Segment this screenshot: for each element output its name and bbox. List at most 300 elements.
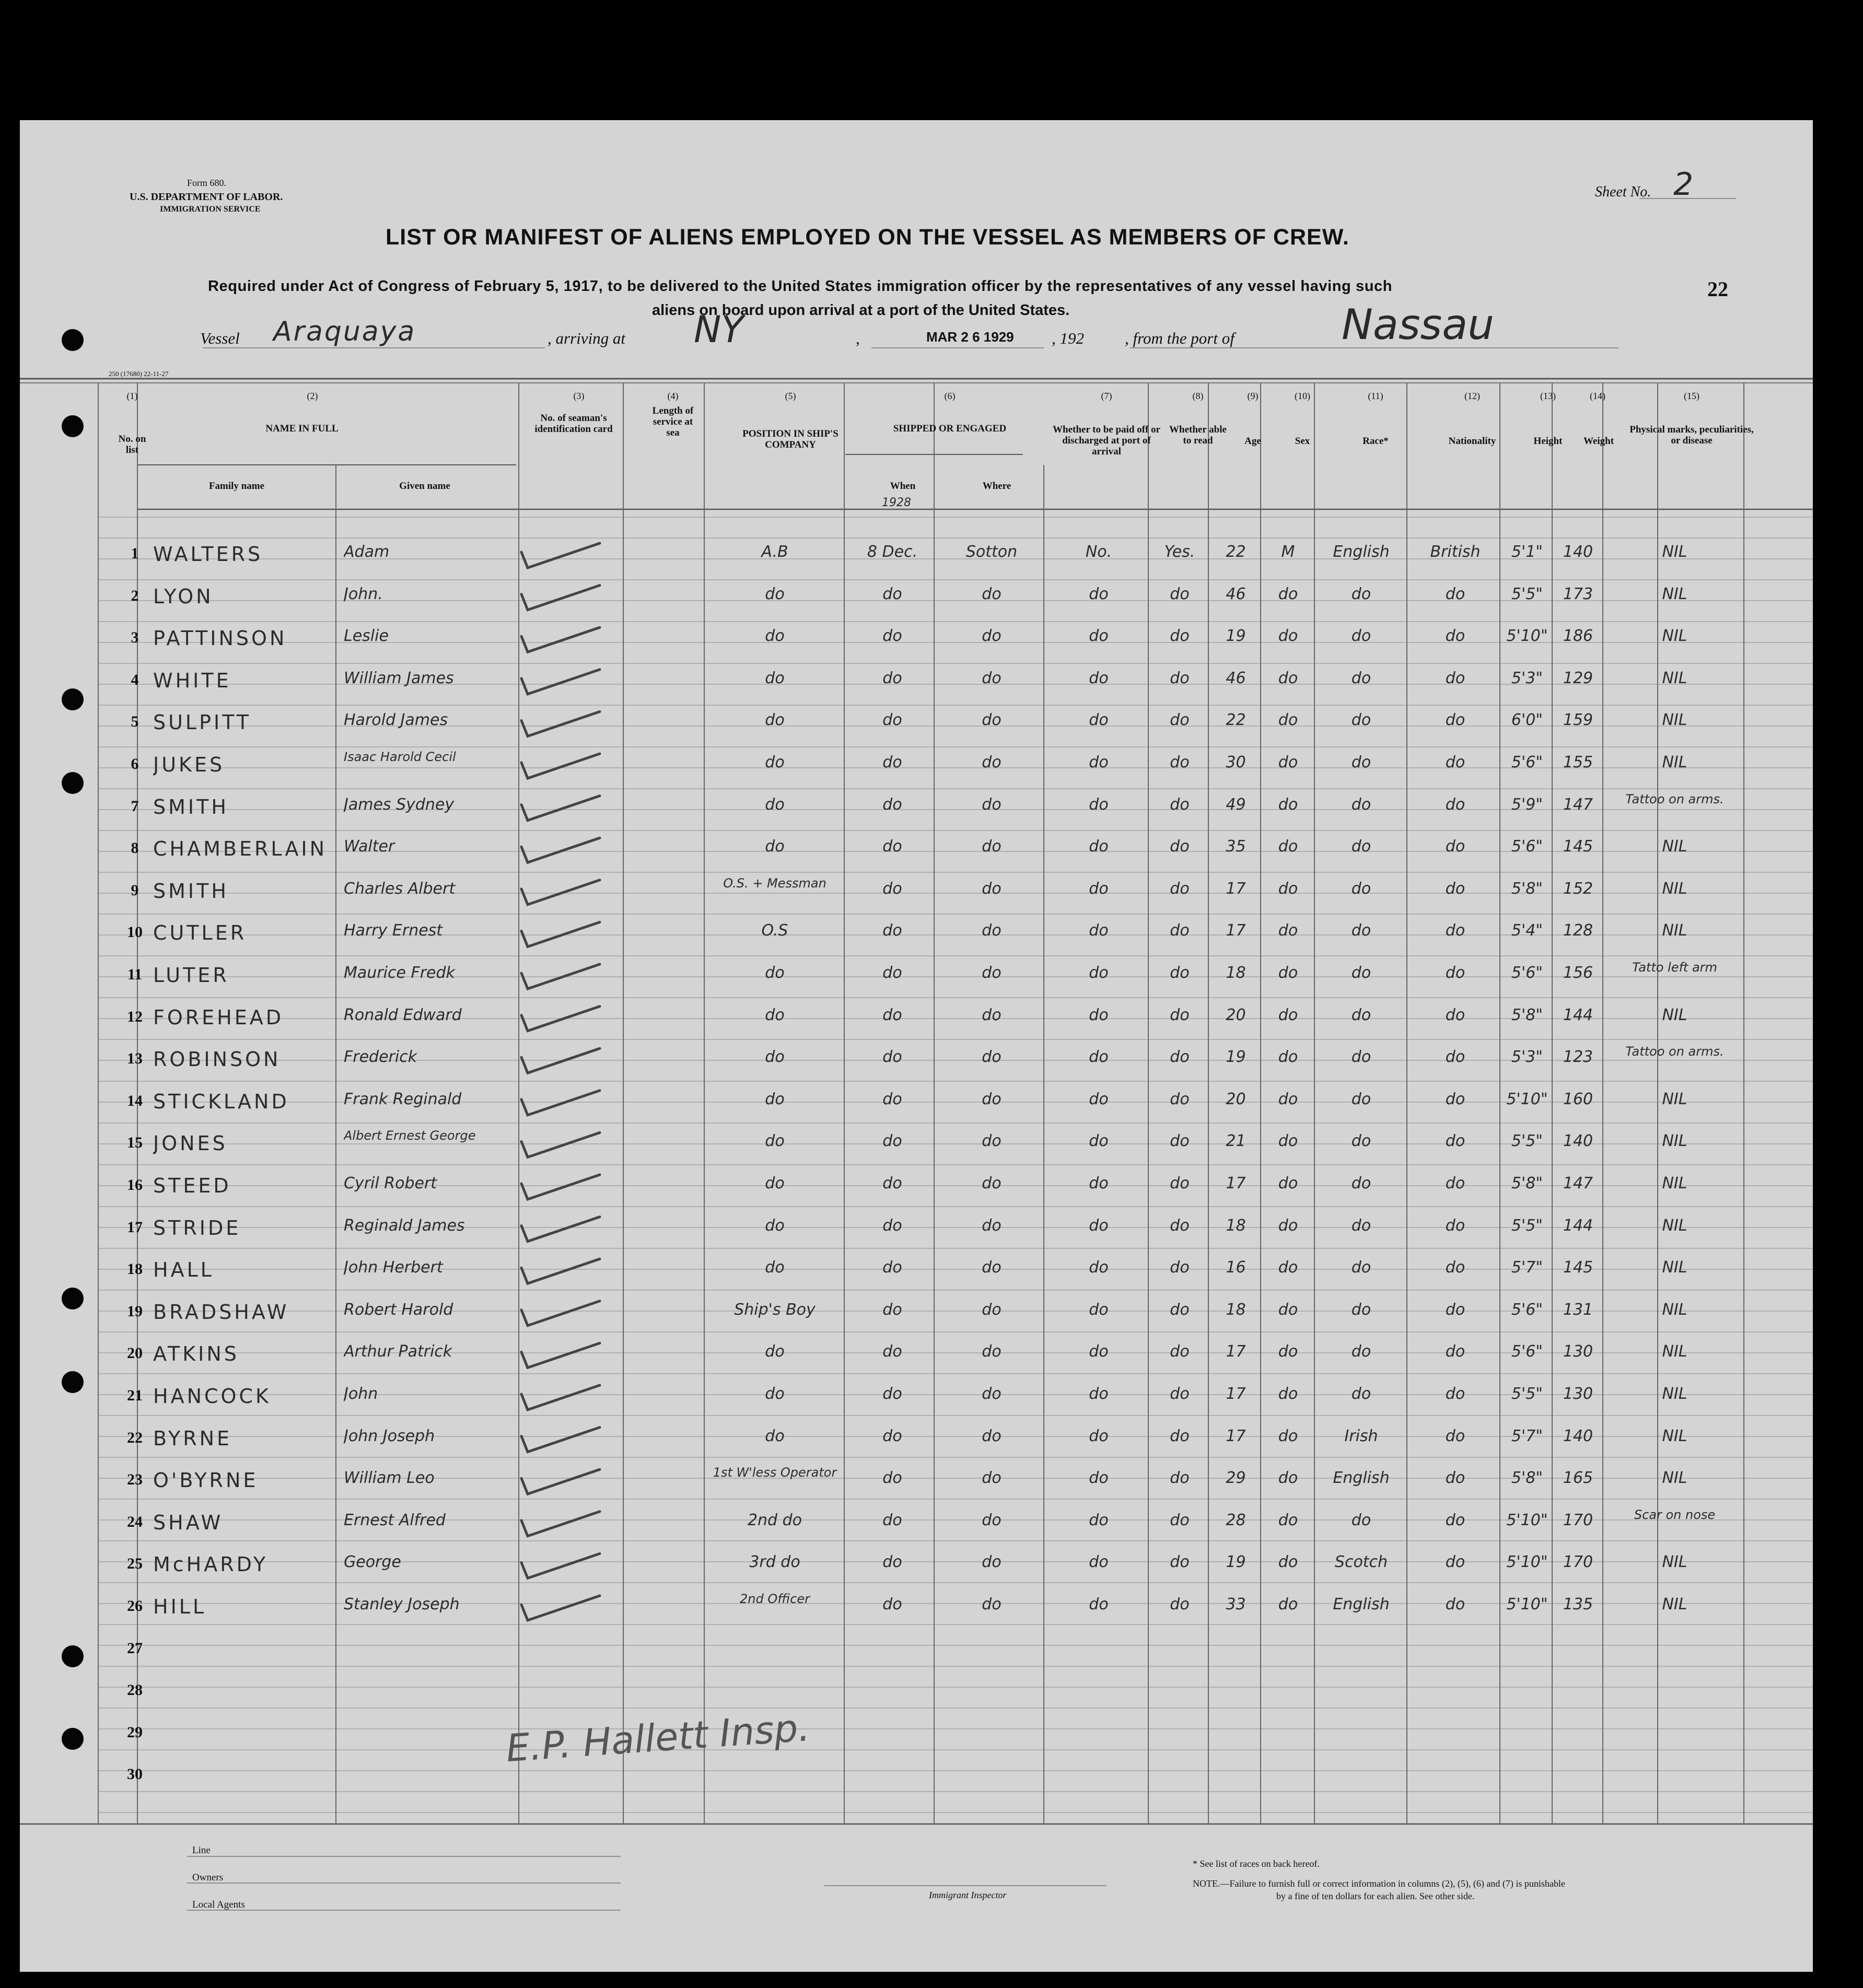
cell-when: do [882,1132,902,1151]
col-family-name: Family name [208,481,265,492]
cell-position: do [765,1258,785,1277]
row-number: 2 [131,587,139,604]
cell-age: 17 [1226,879,1246,898]
cell-given: Isaac Harold Cecil [344,750,456,764]
from-port: Nassau [1342,300,1494,349]
cell-age: 19 [1226,1048,1246,1067]
cell-when: do [882,1258,902,1277]
cell-when: do [882,1426,902,1445]
arriving-label: , arriving at [548,329,625,347]
cell-given: Reginald James [344,1216,465,1235]
subtitle-line-2: aliens on board upon arrival at a port of the United States. [652,302,1070,319]
col-weight: Weight [1583,436,1614,447]
cell-when: do [882,753,902,771]
row-number: 24 [127,1513,143,1530]
cell-family: STEED [153,1174,231,1197]
cell-nat: do [1445,1216,1465,1235]
cell-where: do [982,1005,1002,1024]
cell-height: 5'6" [1511,753,1543,771]
cell-weight: 165 [1563,1469,1593,1488]
cell-marks: NIL [1662,1174,1687,1192]
owners-label: Owners [192,1872,224,1883]
cell-height: 5'6" [1511,1300,1543,1319]
cell-where: do [982,711,1002,730]
col-14-number: (14) [1590,391,1605,401]
cell-nat: do [1445,753,1465,771]
cell-where: do [982,1595,1002,1613]
cell-race: do [1351,1258,1371,1277]
col-seaman-card: No. of seaman's identification card [534,413,613,435]
cell-age: 17 [1226,1342,1246,1361]
cell-height: 5'10" [1506,1511,1548,1529]
checkmark-icon [521,754,600,778]
col-no-on-list: No. on list [118,434,146,455]
cell-when: do [882,837,902,856]
checkmark-icon [521,1175,600,1199]
cell-where: do [982,1342,1002,1361]
cell-read: do [1170,1342,1190,1361]
col-9-number: (9) [1247,391,1259,401]
cell-weight: 186 [1563,627,1593,646]
cell-race: do [1351,753,1371,771]
cell-sex: do [1278,1048,1298,1067]
cell-height: 5'3" [1511,1048,1543,1067]
cell-position: Ship's Boy [734,1300,816,1319]
checkmark-icon [521,1091,600,1115]
cell-weight: 159 [1563,711,1593,730]
checkmark-icon [521,796,600,821]
cell-family: HANCOCK [153,1385,271,1408]
cell-weight: 140 [1563,1426,1593,1445]
cell-family: SMITH [153,795,229,818]
checkmark-icon [521,711,600,736]
cell-race: do [1351,1511,1371,1529]
cell-paid: do [1089,1342,1109,1361]
cell-marks: NIL [1662,711,1687,730]
binder-hole [62,1728,84,1750]
checkmark-icon [521,670,600,694]
manifest-sheet: Form 680. U.S. DEPARTMENT OF LABOR. IMMIGRATION SERVICE Sheet No. 2 LIST OR MANIFEST OF ALIENS EMPLOYED ON THE VESSEL AS MEMBERS OF CREW. Required under Act of Congress of February 5, 1917, to be delivered to the United States immigration officer by the representatives of any vessel having such aliens on board upon arrival at a port of the United States. 22 Vessel Araquaya , arriving at NY , MAR 2 6 1929 , 192 , from the port of Nassau 250 (17680) 22-11-27 (1) No. on list (2) NAME IN FULL Family name Given name (3) No. of seaman's identification card (4) Length of service at sea (5) POSITION IN SHIP'S COMPANY (6) SHIPPED OR ENGAGED When Where (7) Whether to be paid off or discharged at port of arrival (8) Whether able to read (9) Age (10) Sex (11) Race* (12) Nationality (13) Height (14) Weight (15) Physical marks, peculiarities, or disease 1928 1 WALTERS Adam A.B 8 Dec. Sotton No. Yes. 22 M English British 5'1" 140 NIL 2 LYON John. do do do do do 46 do do do 5'5" 173 NIL 3 PATTINSON Leslie do do do do do 19 do do do 5'10" 186 NIL 4 WHITE William James do do do do do 46 do do do 5'3" 129 NIL 5 SULPITT Harold James do do do do do 22 do do do 6'0" 159 NIL 6 JUKES Isaac Harold Cecil do do do do do 30 do do do 5'6" 155 NIL 7 SMITH James Sydney do do do do do 49 do do do 5'9" 147 Tattoo on arms. 8 CHAMBERLAIN Walter do do do do do 35 do do do 5'6" 145 NIL 9 SMITH Charles Albert O.S. + Messman do do do do 17 do do do 5'8" 152 NIL 10 CUTLER Harry Ernest O.S do do do do 17 do do do 5'4" 128 NIL 11 LUTER Maurice Fredk do do do do do 18 do do do 5'6" 156 Tatto left arm 12 FOREHEAD Ronald Edward do do do do do 20 do do do 5'8" 144 NIL 13 ROBINSON Frederick do do do do do 19 do do do 5'3" 123 Tattoo on arms. 14 STICKLAND Frank Reginald do do do do do 20 do do do 5'10" 160 NIL 15 JONES Albert Ernest George do do do do do 21 do do do 5'5" 140 NIL 16 STEED Cyril Robert do do do do do 17 do do do 5'8" 147 NIL 17 STRIDE Reginald James do do do do do 18 do do do 5'5" 144 NIL 18 HALL John Herbert do do do do do 16 do do do 5'7" 145 NIL 19 BRADSHAW Robert Harold Ship's Boy do do do do 18 do do do 5'6" 131 NIL 20 ATKINS Arthur Patrick do do do do do 17 do do do 5'6" 130 NIL 21 HANCOCK John do do do do do 17 do do do 5'5" 130 NIL 22 BYRNE John Joseph do do do do do 17 do Irish do 5'7" 140 NIL 23 O'BYRNE William Leo 1st W'less Operator do do do do 29 do English do 5'8" 165 NIL 24 SHAW Ernest Alfred 2nd do do do do do 28 do do do 5'10" 170 Scar on nose 25 McHARDY George 3rd do do do do do 19 do Scotch do 5'10" 170 NIL 26 HILL Stanley Joseph 2nd Officer do do do do 33 do English do 5'10" 135 NIL 27 28 29 30 E.P. Hallett Insp. Line Owners Local Agents Immigrant Inspector * See list of races on back hereof. NOTE.—Failure to furnish full or correct information in columns (2), (5), (6) and (7) is punishable by a fine of ten dollars for each alien. See other side. [20,120,1813,1972]
row-number: 14 [127,1092,143,1109]
col-7-number: (7) [1101,391,1112,401]
checkmark-icon [521,1512,600,1536]
cell-nat: do [1445,1469,1465,1488]
cell-family: LYON [153,584,214,608]
cell-height: 5'10" [1506,1553,1548,1572]
cell-age: 20 [1226,1090,1246,1108]
col-nationality: Nationality [1448,436,1496,447]
cell-age: 49 [1226,795,1246,814]
cell-where: do [982,1426,1002,1445]
cell-age: 17 [1226,1174,1246,1192]
cell-position: do [765,795,785,814]
cell-position: do [765,1048,785,1067]
cell-read: do [1170,1216,1190,1235]
cell-race: do [1351,879,1371,898]
cell-position: do [765,584,785,603]
cell-height: 5'8" [1511,1005,1543,1024]
penalty-note-line-2: by a fine of ten dollars for each alien. See other side. [1276,1891,1475,1901]
cell-paid: do [1089,1426,1109,1445]
cell-weight: 123 [1563,1048,1593,1067]
cell-where: do [982,1258,1002,1277]
cell-where: do [982,1090,1002,1108]
cell-marks: NIL [1662,1132,1687,1151]
cell-height: 5'6" [1511,964,1543,982]
cell-paid: do [1089,1511,1109,1529]
year-prefix: , 192 [1052,329,1084,347]
cell-height: 5'7" [1511,1258,1543,1277]
cell-height: 5'9" [1511,795,1543,814]
checkmark-icon [521,880,600,905]
cell-weight: 145 [1563,837,1593,856]
cell-when: do [882,584,902,603]
cell-read: do [1170,669,1190,687]
cell-family: McHARDY [153,1553,269,1576]
cell-race: do [1351,1216,1371,1235]
col-5-number: (5) [785,391,796,401]
cell-nat: do [1445,1511,1465,1529]
row-number: 11 [127,966,143,983]
cell-read: do [1170,1553,1190,1572]
cell-when: do [882,879,902,898]
form-number: Form 680. [187,178,227,188]
print-code: 250 (17680) 22-11-27 [109,370,169,378]
department-name: U.S. DEPARTMENT OF LABOR. [130,191,283,203]
cell-marks: NIL [1662,1385,1687,1403]
cell-family: O'BYRNE [153,1469,259,1492]
cell-given: John Herbert [344,1258,443,1277]
cell-marks: NIL [1662,837,1687,856]
cell-where: do [982,879,1002,898]
checkmark-icon [521,1259,600,1283]
col-shipped-engaged: SHIPPED OR ENGAGED [893,423,1007,434]
cell-paid: do [1089,879,1109,898]
cell-position: A.B [761,543,788,561]
cell-height: 5'4" [1511,921,1543,940]
cell-weight: 155 [1563,753,1593,771]
page-number: 22 [1707,277,1728,301]
cell-sex: do [1278,1385,1298,1403]
cell-race: do [1351,1090,1371,1108]
cell-weight: 170 [1563,1511,1593,1529]
row-number: 1 [131,545,139,562]
checkmark-icon [521,1007,600,1031]
cell-read: do [1170,1385,1190,1403]
cell-marks: NIL [1662,584,1687,603]
row-number: 26 [127,1597,143,1615]
cell-sex: do [1278,921,1298,940]
cell-marks: NIL [1662,879,1687,898]
row-number: 17 [127,1218,143,1236]
cell-paid: do [1089,1300,1109,1319]
cell-race: do [1351,1300,1371,1319]
cell-race: do [1351,669,1371,687]
cell-read: do [1170,1174,1190,1192]
cell-height: 5'5" [1511,1385,1543,1403]
col-12-number: (12) [1464,391,1480,401]
checkmark-icon [521,838,600,862]
cell-nat: do [1445,1174,1465,1192]
cell-when: do [882,964,902,982]
cell-sex: do [1278,627,1298,646]
cell-height: 6'0" [1511,711,1543,730]
cell-race: do [1351,837,1371,856]
cell-nat: do [1445,584,1465,603]
row-number: 10 [127,923,143,941]
col-8-number: (8) [1192,391,1204,401]
cell-position: do [765,1174,785,1192]
cell-weight: 131 [1563,1300,1593,1319]
binder-hole [62,772,84,794]
col-physical-marks: Physical marks, peculiarities, or disease [1629,424,1754,446]
cell-marks: NIL [1662,1005,1687,1024]
cell-height: 5'10" [1506,1090,1548,1108]
binder-hole [62,1645,84,1667]
arriving-port: NY [694,308,744,351]
cell-position: 2nd do [747,1511,802,1529]
cell-where: do [982,753,1002,771]
cell-height: 5'5" [1511,584,1543,603]
binder-hole [62,1288,84,1309]
checkmark-icon [521,1048,600,1073]
cell-paid: do [1089,1216,1109,1235]
cell-read: do [1170,627,1190,646]
cell-read: do [1170,837,1190,856]
cell-family: BRADSHAW [153,1300,289,1324]
cell-marks: NIL [1662,1469,1687,1488]
cell-given: Albert Ernest George [344,1129,476,1143]
cell-given: Arthur Patrick [344,1342,452,1361]
cell-given: William James [344,669,454,687]
cell-given: Frank Reginald [344,1090,462,1108]
date-stamp: MAR 2 6 1929 [926,329,1014,345]
cell-race: do [1351,921,1371,940]
cell-sex: do [1278,879,1298,898]
cell-nat: do [1445,1300,1465,1319]
row-number: 29 [127,1723,143,1741]
cell-family: CUTLER [153,921,247,945]
cell-family: SHAW [153,1511,224,1534]
cell-weight: 147 [1563,795,1593,814]
cell-height: 5'5" [1511,1132,1543,1151]
from-port-label: , from the port of [1125,329,1235,347]
cell-paid: do [1089,711,1109,730]
row-number: 3 [131,629,139,647]
cell-sex: do [1278,795,1298,814]
binder-hole [62,688,84,710]
cell-given: Charles Albert [344,879,456,898]
cell-given: Adam [344,543,390,561]
cell-race: do [1351,795,1371,814]
cell-race: English [1333,1469,1390,1488]
cell-position: O.S [761,921,788,940]
cell-read: do [1170,964,1190,982]
cell-nat: do [1445,921,1465,940]
cell-marks: Tattoo on arms. [1625,1045,1724,1059]
cell-where: do [982,669,1002,687]
cell-read: do [1170,1300,1190,1319]
cell-height: 5'3" [1511,669,1543,687]
cell-weight: 147 [1563,1174,1593,1192]
cell-where: do [982,1132,1002,1151]
local-agents-label: Local Agents [192,1899,245,1910]
col-2-number: (2) [307,391,318,401]
cell-where: do [982,1385,1002,1403]
cell-paid: do [1089,837,1109,856]
cell-height: 5'8" [1511,1469,1543,1488]
cell-paid: do [1089,584,1109,603]
col-race: Race* [1363,436,1389,447]
row-number: 12 [127,1008,143,1025]
row-number: 28 [127,1681,143,1699]
row-number: 16 [127,1176,143,1194]
cell-sex: do [1278,964,1298,982]
cell-read: do [1170,795,1190,814]
cell-sex: do [1278,1258,1298,1277]
cell-given: Cyril Robert [344,1174,437,1192]
cell-age: 33 [1226,1595,1246,1613]
cell-nat: do [1445,1090,1465,1108]
cell-family: PATTINSON [153,627,287,650]
binder-hole [62,329,84,351]
sheet-number: 2 [1673,166,1694,203]
checkmark-icon [521,1217,600,1242]
cell-family: SULPITT [153,711,251,734]
col-3-number: (3) [573,391,585,401]
col-11-number: (11) [1368,391,1383,401]
cell-when: do [882,1595,902,1613]
cell-age: 21 [1226,1132,1246,1151]
col-1-number: (1) [126,391,138,401]
cell-age: 17 [1226,921,1246,940]
row-number: 19 [127,1302,143,1320]
cell-family: LUTER [153,964,229,987]
checkmark-icon [521,543,600,568]
races-note: * See list of races on back hereof. [1193,1858,1320,1869]
cell-paid: do [1089,753,1109,771]
row-number: 21 [127,1387,143,1404]
cell-marks: NIL [1662,543,1687,561]
cell-nat: do [1445,795,1465,814]
cell-sex: do [1278,1342,1298,1361]
cell-read: do [1170,1469,1190,1488]
row-number: 27 [127,1639,143,1657]
subtitle-line-1: Required under Act of Congress of February 5, 1917, to be delivered to the United States immigration officer by the representatives of any vessel having such [208,278,1393,295]
cell-given: William Leo [344,1469,435,1488]
cell-nat: do [1445,669,1465,687]
cell-paid: do [1089,1469,1109,1488]
cell-sex: do [1278,669,1298,687]
cell-given: Ernest Alfred [344,1511,446,1529]
cell-read: do [1170,1132,1190,1151]
cell-paid: do [1089,795,1109,814]
vessel-name: Araquaya [273,316,416,347]
cell-when: do [882,1174,902,1192]
cell-read: do [1170,1048,1190,1067]
col-paid-off: Whether to be paid off or discharged at port of arrival [1053,424,1160,457]
col-sex: Sex [1295,436,1310,447]
cell-height: 5'7" [1511,1426,1543,1445]
cell-where: do [982,837,1002,856]
cell-paid: do [1089,1174,1109,1192]
cell-sex: do [1278,837,1298,856]
cell-read: do [1170,1595,1190,1613]
cell-sex: M [1281,543,1295,561]
cell-nat: do [1445,1048,1465,1067]
col-15-number: (15) [1684,391,1699,401]
cell-read: do [1170,711,1190,730]
cell-family: ROBINSON [153,1048,281,1071]
col-name-in-full: NAME IN FULL [265,423,339,434]
cell-position: 2nd Officer [739,1592,810,1606]
cell-when: do [882,627,902,646]
cell-nat: do [1445,1385,1465,1403]
cell-paid: do [1089,1090,1109,1108]
binder-hole [62,1371,84,1393]
cell-position: O.S. + Messman [723,876,826,890]
cell-age: 18 [1226,1300,1246,1319]
cell-race: do [1351,1342,1371,1361]
cell-position: do [765,1426,785,1445]
cell-given: Frederick [344,1048,417,1067]
cell-age: 35 [1226,837,1246,856]
cell-marks: NIL [1662,1258,1687,1277]
cell-paid: do [1089,921,1109,940]
cell-sex: do [1278,1553,1298,1572]
cell-race: do [1351,584,1371,603]
checkmark-icon [521,1132,600,1157]
cell-family: BYRNE [153,1426,232,1450]
cell-marks: NIL [1662,1216,1687,1235]
cell-sex: do [1278,1132,1298,1151]
cell-paid: do [1089,1132,1109,1151]
cell-given: Harry Ernest [344,921,443,940]
cell-read: do [1170,921,1190,940]
cell-nat: do [1445,711,1465,730]
row-number: 23 [127,1471,143,1489]
cell-age: 17 [1226,1426,1246,1445]
checkmark-icon [521,586,600,610]
checkmark-icon [521,1385,600,1410]
cell-when: do [882,1090,902,1108]
col-10-number: (10) [1295,391,1310,401]
row-number: 5 [131,713,139,731]
cell-position: do [765,669,785,687]
cell-given: James Sydney [344,795,455,814]
cell-marks: NIL [1662,1426,1687,1445]
row-number: 4 [131,671,139,688]
cell-marks: NIL [1662,921,1687,940]
cell-where: do [982,1511,1002,1529]
cell-position: do [765,711,785,730]
cell-height: 5'6" [1511,837,1543,856]
cell-when: do [882,1553,902,1572]
cell-where: do [982,1553,1002,1572]
cell-position: 3rd do [749,1553,800,1572]
cell-weight: 160 [1563,1090,1593,1108]
cell-given: John. [344,584,383,603]
cell-given: Walter [344,837,395,856]
cell-sex: do [1278,1216,1298,1235]
cell-age: 22 [1226,543,1246,561]
cell-family: FOREHEAD [153,1005,284,1029]
cell-when: do [882,1300,902,1319]
cell-race: do [1351,1174,1371,1192]
cell-when: do [882,1385,902,1403]
cell-when: 8 Dec. [867,543,918,561]
cell-sex: do [1278,1426,1298,1445]
